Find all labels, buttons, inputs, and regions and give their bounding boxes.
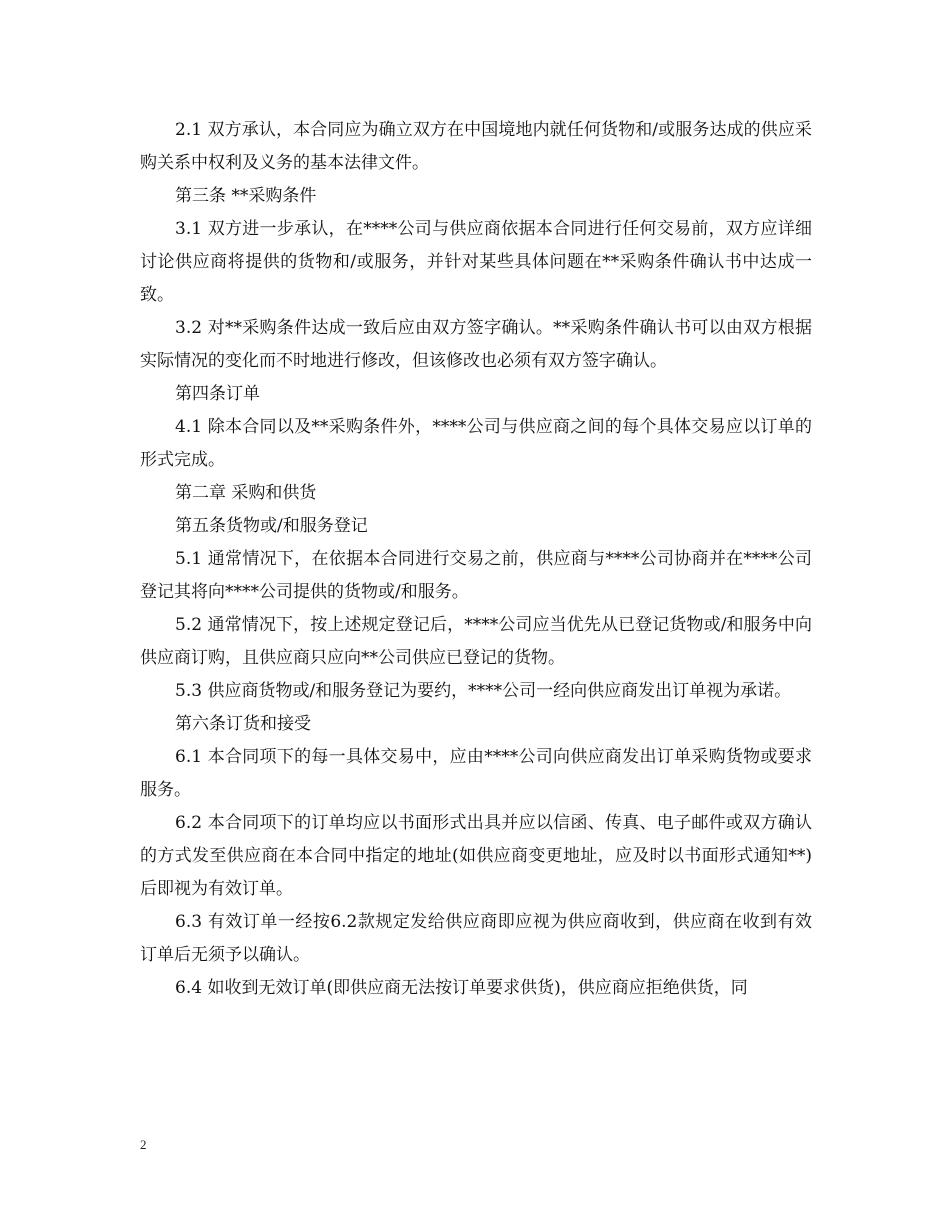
clause-4-1: 4.1 除本合同以及**采购条件外，****公司与供应商之间的每个具体交易应以订单的形式完成。 xyxy=(140,417,812,470)
article-3-heading: 第三条 **采购条件 xyxy=(175,186,317,206)
clause-5-3: 5.3 供应商货物或/和服务登记为要约，****公司一经向供应商发出订单视为承诺。 xyxy=(175,681,792,701)
clause-5-1: 5.1 通常情况下，在依据本合同进行交易之前，供应商与****公司协商并在****公司登记其将向****公司提供的货物或/和服务。 xyxy=(140,549,812,602)
article-4-heading: 第四条订单 xyxy=(175,384,260,404)
clause-3-2: 3.2 对**采购条件达成一致后应由双方签字确认。**采购条件确认书可以由双方根据实际情况的变化而不时地进行修改，但该修改也必须有双方签字确认。 xyxy=(140,318,812,371)
page-number: 2 xyxy=(140,1137,147,1152)
clause-5-2: 5.2 通常情况下，按上述规定登记后，****公司应当优先从已登记货物或/和服务中向供应商订购，且供应商只应向**公司供应已登记的货物。 xyxy=(140,615,812,668)
clause-6-3: 6.3 有效订单一经按6.2款规定发给供应商即应视为供应商收到，供应商在收到有效订单后无须予以确认。 xyxy=(140,912,812,965)
chapter-2-heading: 第二章 采购和供货 xyxy=(175,483,317,503)
clause-6-2: 6.2 本合同项下的订单均应以书面形式出具并应以信函、传真、电子邮件或双方确认的方式发至供应商在本合同中指定的地址(如供应商变更地址，应及时以书面形式通知**)后即视为有效订单。 xyxy=(140,813,812,899)
clause-3-1: 3.1 双方进一步承认，在****公司与供应商依据本合同进行任何交易前，双方应详细讨论供应商将提供的货物和/或服务，并针对某些具体问题在**采购条件确认书中达成一致。 xyxy=(140,219,812,305)
clause-2-1: 2.1 双方承认，本合同应为确立双方在中国境地内就任何货物和/或服务达成的供应采购关系中权利及义务的基本法律文件。 xyxy=(140,120,812,173)
article-5-heading: 第五条货物或/和服务登记 xyxy=(175,516,368,536)
clause-6-1: 6.1 本合同项下的每一具体交易中，应由****公司向供应商发出订单采购货物或要求服务。 xyxy=(140,747,812,800)
article-6-heading: 第六条订货和接受 xyxy=(175,714,311,734)
document-body xyxy=(140,114,812,1005)
clause-6-4: 6.4 如收到无效订单(即供应商无法按订单要求供货)，供应商应拒绝供货，同 xyxy=(175,978,748,998)
